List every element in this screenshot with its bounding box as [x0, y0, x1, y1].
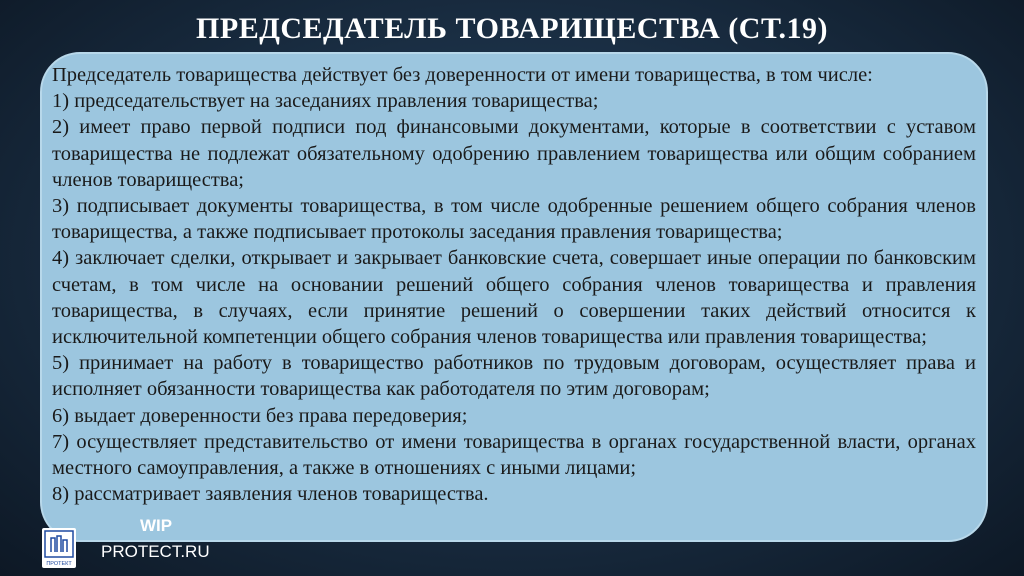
list-item-4: 4) заключает сделки, открывает и закрывает банковские счета, совершает иные операции по банковским счетам, в том числе на основании решений общего собрания членов товарищества и правления товарищества, в случаях, если принятие решений о совершении таких действий относится к исключительной компетенции общего собрания членов товарищества или правления товарищества;: [52, 247, 976, 349]
content-panel: [40, 52, 988, 542]
list-item-8: 8) рассматривает заявления членов товарищества.: [52, 483, 489, 506]
list-item-1: 1) председательствует на заседаниях правления товарищества;: [52, 90, 599, 113]
svg-text:ПРОТЕКТ: ПРОТЕКТ: [46, 561, 72, 567]
content-text: [52, 62, 976, 507]
list-item-2: 2) имеет право первой подписи под финансовыми документами, которые в соответствии с уставом товарищества не подлежат обязательному одобрению правлением товарищества или общим собранием членов товарищества;: [52, 116, 976, 191]
protect-logo-icon: [42, 528, 76, 568]
brand-text: PROTECT.RU: [101, 542, 210, 561]
list-item-7: 7) осуществляет представительство от имени товарищества в органах государственной власти, органах местного самоуправления, а также в отношениях с иными лицами;: [52, 430, 976, 480]
list-item-6: 6) выдает доверенности без права передоверия;: [52, 404, 468, 427]
slide-title: ПРЕДСЕДАТЕЛЬ ТОВАРИЩЕСТВА (СТ.19): [196, 12, 828, 45]
paragraph-intro: Председатель товарищества действует без доверенности от имени товарищества, в том числе:: [52, 64, 873, 86]
list-item-5: 5) принимает на работу в товарищество работников по трудовым договорам, осуществляет права и исполняет обязанности товарищества как работодателя по этим договорам;: [52, 352, 976, 401]
list-item-3: 3) подписывает документы товарищества, в том числе одобренные решением общего собрания членов товарищества, а также подписывает протоколы заседания правления товарищества;: [52, 195, 976, 244]
brand-top-text: WIP: [140, 516, 173, 535]
